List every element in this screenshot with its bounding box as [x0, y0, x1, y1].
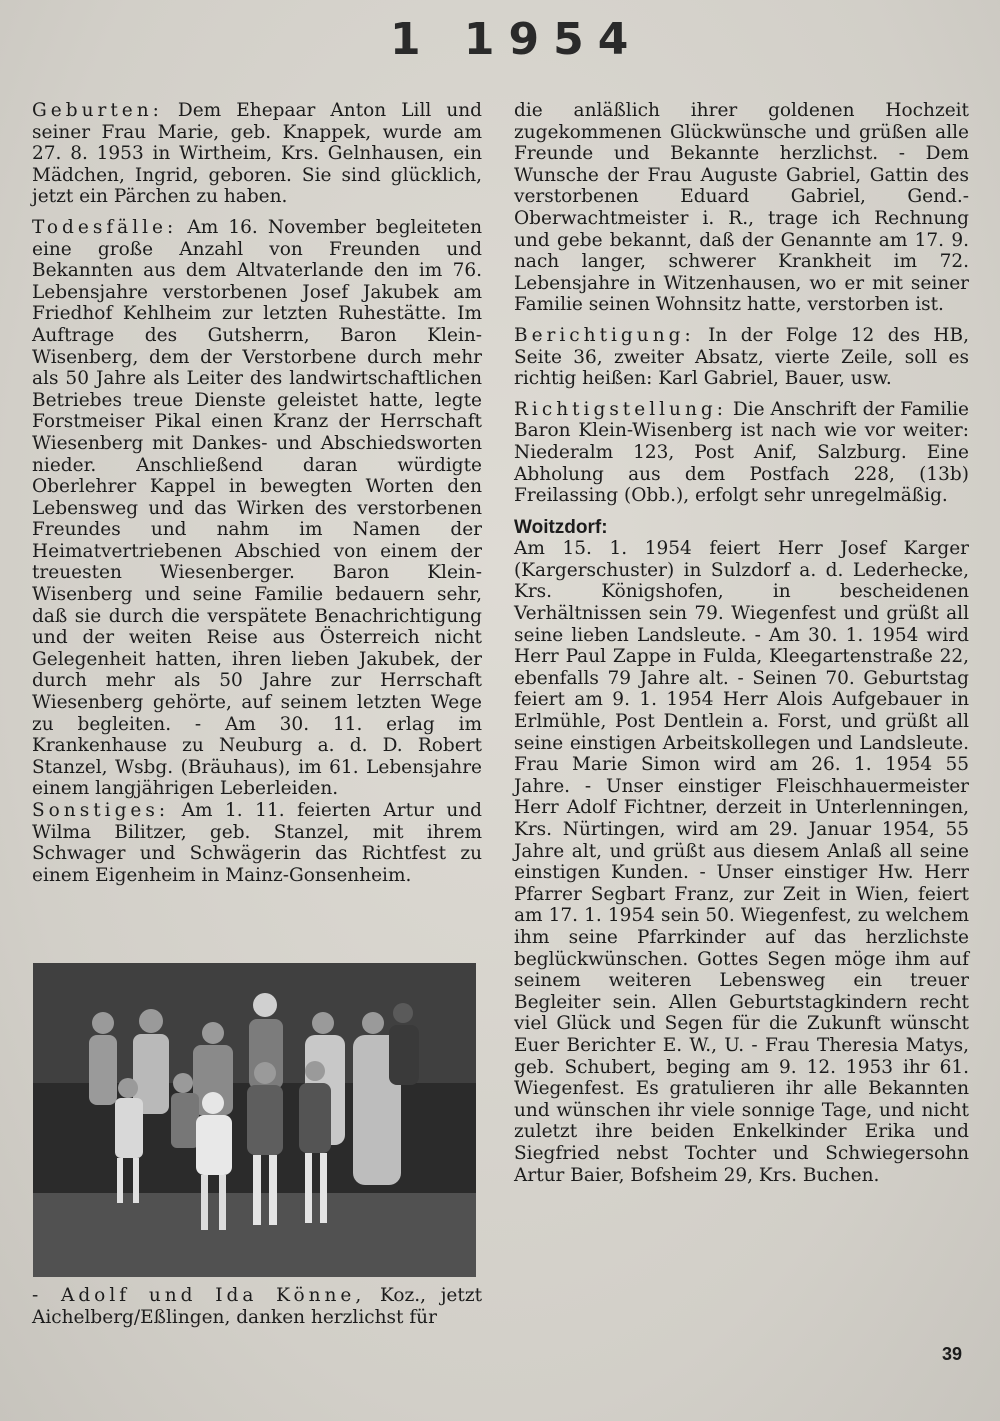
- correction-keyword: Berichtigung:: [514, 324, 695, 346]
- caption-keyword: - Adolf und Ida Könne,: [32, 1285, 366, 1306]
- correction-text: In der Folge 12 des HB, Seite 36, zweiter Absatz, vierte Zeile, soll es richtig heißen: Karl Gabriel, Bauer, usw.: [514, 324, 969, 390]
- births-paragraph: [32, 100, 482, 208]
- births-text: Dem Ehepaar Anton Lill und seiner Frau Marie, geb. Knappek, wurde am 27. 8. 1953 in Wirtheim, Krs. Gelnhausen, ein Mädchen, Ingrid, geboren. Sie sind glücklich, jetzt ein Pärchen zu haben.: [32, 100, 482, 208]
- woitzdorf-heading: Woitzdorf:: [514, 516, 608, 538]
- left-column: [32, 100, 482, 895]
- deaths-keyword: Todesfälle:: [32, 216, 178, 238]
- issue-number: 1 1954: [390, 14, 643, 65]
- clarification-text: Die Anschrift der Familie Baron Klein-Wisenberg ist nach wie vor weiter: Niederalm 123, Post Anif, Salzburg. Eine Abholung aus dem Postfach 228, (13b) Freilassing (Obb.), erfolgt sehr unregelmäßig.: [514, 398, 969, 507]
- continuation-paragraph: die anläßlich ihrer goldenen Hochzeit zugekommenen Glückwünsche und grüßen alle Freunde und Bekannte herzlichst. - Dem Wunsche der Frau Auguste Gabriel, Gattin des verstorbenen Eduard Gabriel, Gend.-Oberwachtmeister i. R., trage ich Rechnung und gebe bekannt, daß der Genannte am 17. 9. nach langer, schwerer Krankheit im 72. Lebensjahre in Witzenhausen, wo er mit seiner Familie seinen Wohnsitz hatte, verstorben ist.: [514, 100, 969, 316]
- family-photo-illustration: [33, 963, 476, 1277]
- right-column: [514, 100, 969, 1195]
- misc-paragraph: [32, 800, 482, 886]
- correction-paragraph: [514, 325, 969, 390]
- deaths-paragraph: [32, 217, 482, 800]
- clarification-paragraph: [514, 399, 969, 507]
- caption-text: Koz., jetzt Aichelberg/Eßlingen, danken herzlichst für: [32, 1285, 482, 1328]
- deaths-text: Am 16. November begleiteten eine große Anzahl von Freunden und Bekannten aus dem Altvaterlande den im 76. Lebensjahre verstorbenen Josef Jakubek am Friedhof Kehlheim zur letzten Ruhestätte. Im Auftrage des Gutsherrn, Baron Klein-Wisenberg, dem der Verstorbene durch mehr als 50 Jahre als Leiter des landwirtschaftlichen Betriebes treue Dienste geleistet hatte, legte Forstmeiser Pikal einen Kranz der Herrschaft Wiesenberg mit Dankes- und Abschiedsworten nieder. Anschließend daran würdigte Oberlehrer Kappel in bewegten Worten den Lebensweg und das Wirken des verstorbenen Freundes und nahm im Namen der Heimatvertriebenen Abschied von einem der treuesten Wiesenberger. Baron Klein-Wisenberg und seine Familie bedauern sehr, daß sie durch die verspätete Benachrichtigung und der weiten Reise aus Österreich nicht Gelegenheit hatten, ihren lieben Jakubek, der durch mehr als 50 Jahre zur Herrschaft Wiesenberg gehörte, auf seinem letzten Wege zu begleiten. - Am 30. 11. erlag im Krankenhause zu Neuburg a. d. D. Robert Stanzel, Wsbg. (Bräuhaus), im 61. Lebensjahre einem langjährigen Leberleiden.: [32, 216, 482, 800]
- family-photo: [33, 963, 476, 1277]
- woitzdorf-paragraph: Am 15. 1. 1954 feiert Herr Josef Karger (Kargerschuster) in Sulzdorf a. d. Lederhecke, Krs. Königshofen, in bescheidenen Verhältnissen sein 79. Wiegenfest und grüßt all seine lieben Landsleute. - Am 30. 1. 1954 wird Herr Paul Zappe in Fulda, Kleegartenstraße 22, ebenfalls 79 Jahre alt. - Seinen 70. Geburtstag feiert am 9. 1. 1954 Herr Alois Aufgebauer in Erlmühle, Post Dentlein a. Forst, und grüßt all seine einstigen Arbeitskollegen und Landsleute. Frau Marie Simon wird am 26. 1. 1954 55 Jahre. - Unser einstiger Fleischhauermeister Herr Adolf Fichtner, derzeit in Unterlenningen, Krs. Nürtingen, wird am 29. Januar 1954, 55 Jahre alt, und grüßt aus diesem Anlaß all seine einstigen Kunden. - Unser einstiger Hw. Herr Pfarrer Segbart Franz, zur Zeit in Wien, feiert am 17. 1. 1954 sein 50. Wiegenfest, zu welchem ihm seine Pfarrkinder auf das herzlichste beglückwünschen. Gottes Segen möge ihm auf seinem weiteren Lebensweg ein treuer Begleiter sein. Allen Geburtstagkindern recht viel Glück und Segen für die Zukunft wünscht Euer Berichter E. W., U. - Frau Theresia Matys, geb. Schubert, beging am 9. 12. 1953 ihr 61. Wiegenfest. Es gratulieren ihr alle Bekannten und wünschen ihr viele sonnige Tage, und nicht zuletzt ihre beiden Enkelkinder Erika und Siegfried nebst Tochter und Schwiegersohn Artur Baier, Bofsheim 29, Krs. Buchen.: [514, 538, 969, 1186]
- misc-text: Am 1. 11. feierten Artur und Wilma Bilitzer, geb. Stanzel, mit ihrem Schwager und Schwägerin das Richtfest zu einem Eigenheim in Mainz-Gonsenheim.: [32, 800, 482, 886]
- page-number: 39: [942, 1344, 963, 1364]
- misc-keyword: Sonstiges:: [32, 800, 170, 821]
- photo-caption: [32, 1285, 482, 1329]
- births-keyword: Geburten:: [32, 100, 163, 121]
- clarification-keyword: Richtigstellung:: [514, 398, 727, 420]
